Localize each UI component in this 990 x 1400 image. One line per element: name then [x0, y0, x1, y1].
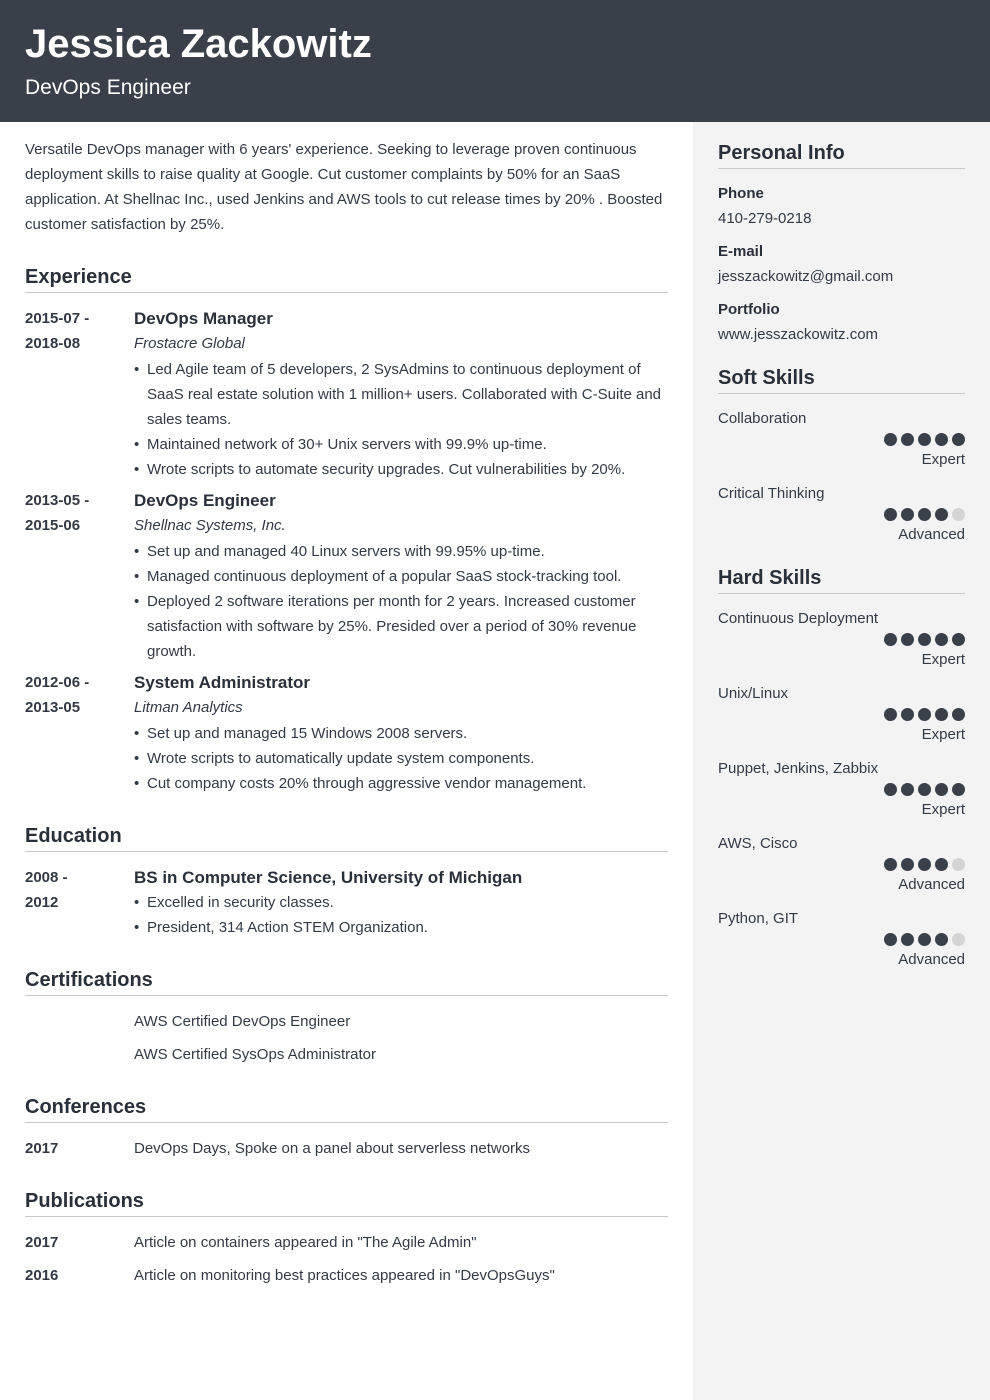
skill-rating — [718, 858, 965, 872]
skill-item — [718, 406, 965, 472]
certification-item: AWS Certified DevOps Engineer — [134, 1013, 351, 1030]
skill-rating — [718, 508, 965, 522]
personal-info-heading: Personal Info — [718, 142, 965, 169]
rating-dot-filled — [901, 858, 914, 871]
bullet-item: • Deployed 2 software iterations per month for 2 years. Increased customer satisfaction with software by 25%. Presided over a period of 30% revenue growth. — [134, 589, 668, 664]
rating-dot-filled — [918, 708, 931, 721]
job-title: DevOps Manager — [134, 309, 273, 328]
skill-name: Continuous Deployment — [718, 610, 879, 627]
skill-rating — [718, 633, 965, 647]
soft-skills-list — [718, 406, 965, 547]
rating-dot-filled — [918, 783, 931, 796]
rating-dot-filled — [901, 783, 914, 796]
skill-name: Python, GIT — [718, 910, 799, 927]
date-start: 2012-06 - — [25, 674, 90, 691]
rating-dot-filled — [884, 708, 897, 721]
conference-text: DevOps Days, Spoke on a panel about serverless networks — [134, 1140, 531, 1157]
portfolio-value: www.jesszackowitz.com — [718, 326, 879, 343]
soft-skills-heading: Soft Skills — [718, 367, 965, 394]
conferences-heading: Conferences — [25, 1096, 668, 1123]
skill-level: Expert — [921, 451, 965, 468]
bullet-list — [134, 721, 668, 796]
entry-date — [25, 670, 134, 796]
main-column — [0, 122, 693, 1400]
date-end: 2013-05 — [25, 699, 81, 716]
rating-dot-filled — [901, 933, 914, 946]
entry-content — [134, 670, 668, 796]
soft-skills-section — [718, 367, 965, 547]
company-name: Shellnac Systems, Inc. — [134, 517, 286, 534]
email-label: E-mail — [718, 243, 764, 260]
rating-dot-filled — [918, 508, 931, 521]
conference-item — [25, 1136, 668, 1161]
skill-name: Puppet, Jenkins, Zabbix — [718, 760, 879, 777]
rating-dot-filled — [901, 708, 914, 721]
bullet-list — [134, 357, 668, 482]
candidate-title: DevOps Engineer — [25, 76, 191, 99]
experience-entry — [25, 670, 668, 796]
rating-dot-filled — [935, 633, 948, 646]
bullet-item: • Excelled in security classes. — [134, 890, 668, 915]
skill-item — [718, 606, 965, 672]
rating-dot-filled — [935, 933, 948, 946]
skill-rating — [718, 783, 965, 797]
skill-item — [718, 681, 965, 747]
publications-section — [25, 1230, 668, 1288]
rating-dot-filled — [884, 933, 897, 946]
rating-dot-filled — [935, 858, 948, 871]
bullet-item: • Managed continuous deployment of a popular SaaS stock-tracking tool. — [134, 564, 668, 589]
company-name: Litman Analytics — [134, 699, 243, 716]
rating-dot-filled — [918, 433, 931, 446]
bullet-list — [134, 539, 668, 664]
rating-dot-filled — [935, 783, 948, 796]
rating-dot-filled — [901, 633, 914, 646]
resume-header — [0, 0, 990, 122]
job-title: System Administrator — [134, 673, 311, 692]
skill-item — [718, 756, 965, 822]
entry-content — [134, 306, 668, 482]
conference-year: 2017 — [25, 1140, 59, 1157]
email-value: jesszackowitz@gmail.com — [718, 268, 894, 285]
job-title: DevOps Engineer — [134, 491, 276, 510]
phone-value: 410-279-0218 — [718, 210, 812, 227]
bullet-item: • President, 314 Action STEM Organization. — [134, 915, 668, 940]
rating-dot-filled — [952, 633, 965, 646]
education-heading: Education — [25, 825, 668, 852]
certifications-heading: Certifications — [25, 969, 668, 996]
skill-name: Collaboration — [718, 410, 807, 427]
experience-entry — [25, 488, 668, 664]
entry-date — [25, 488, 134, 664]
skill-rating — [718, 433, 965, 447]
skill-item — [718, 831, 965, 897]
skill-level: Expert — [921, 801, 965, 818]
candidate-name: Jessica Zackowitz — [25, 22, 372, 66]
date-start: 2015-07 - — [25, 310, 90, 327]
portfolio-label: Portfolio — [718, 301, 780, 318]
education-entry — [25, 865, 668, 940]
date-start: 2013-05 - — [25, 492, 90, 509]
rating-dot-filled — [884, 633, 897, 646]
company-name: Frostacre Global — [134, 335, 245, 352]
publication-text: Article on monitoring best practices appeared in "DevOpsGuys" — [134, 1267, 555, 1284]
skill-level: Expert — [921, 651, 965, 668]
rating-dot-empty — [952, 933, 965, 946]
skill-level: Expert — [921, 726, 965, 743]
bullet-item: • Maintained network of 30+ Unix servers with 99.9% up-time. — [134, 432, 668, 457]
bullet-item: • Cut company costs 20% through aggressive vendor management. — [134, 771, 668, 796]
rating-dot-filled — [935, 433, 948, 446]
publication-item — [25, 1263, 668, 1288]
skill-level: Advanced — [898, 876, 965, 893]
summary: Versatile DevOps manager with 6 years' experience. Seeking to leverage proven continuous deployment skills to raise quality at Google. Cut customer complaints by 50% for an SaaS application. At Shellnac Inc., used Jenkins and AWS tools to cut release times by 20% . Boosted customer satisfaction by 25%. — [25, 141, 663, 233]
rating-dot-empty — [952, 508, 965, 521]
date-end: 2018-08 — [25, 335, 81, 352]
rating-dot-filled — [918, 858, 931, 871]
bullet-item: • Set up and managed 40 Linux servers with 99.95% up-time. — [134, 539, 668, 564]
education-section — [25, 865, 668, 940]
skill-level: Advanced — [898, 951, 965, 968]
rating-dot-filled — [935, 708, 948, 721]
rating-dot-filled — [952, 708, 965, 721]
skill-name: AWS, Cisco — [718, 835, 798, 852]
skill-rating — [718, 708, 965, 722]
hard-skills-list — [718, 606, 965, 972]
sidebar — [693, 122, 990, 1400]
skill-rating — [718, 933, 965, 947]
hard-skills-section — [718, 567, 965, 972]
rating-dot-filled — [884, 858, 897, 871]
publication-year: 2017 — [25, 1234, 59, 1251]
skill-item — [718, 906, 965, 972]
publication-text: Article on containers appeared in "The Agile Admin" — [134, 1234, 477, 1251]
experience-heading: Experience — [25, 266, 668, 293]
rating-dot-filled — [884, 433, 897, 446]
rating-dot-filled — [884, 783, 897, 796]
rating-dot-filled — [918, 933, 931, 946]
skill-name: Critical Thinking — [718, 485, 825, 502]
hard-skills-heading: Hard Skills — [718, 567, 965, 594]
publication-item — [25, 1230, 668, 1255]
rating-dot-empty — [952, 858, 965, 871]
rating-dot-filled — [935, 508, 948, 521]
entry-date — [25, 306, 134, 482]
rating-dot-filled — [952, 783, 965, 796]
phone-label: Phone — [718, 185, 764, 202]
date-start: 2008 - — [25, 869, 68, 886]
entry-content — [134, 488, 668, 664]
entry-content — [134, 865, 668, 940]
personal-info-section — [718, 142, 965, 347]
bullet-item: • Wrote scripts to automatically update system components. — [134, 746, 668, 771]
conferences-section — [25, 1136, 668, 1161]
bullet-item: • Set up and managed 15 Windows 2008 servers. — [134, 721, 668, 746]
certification-item: AWS Certified SysOps Administrator — [134, 1046, 377, 1063]
publication-year: 2016 — [25, 1267, 59, 1284]
certifications-section — [25, 1009, 668, 1067]
rating-dot-filled — [901, 433, 914, 446]
bullet-item: • Wrote scripts to automate security upgrades. Cut vulnerabilities by 20%. — [134, 457, 668, 482]
rating-dot-filled — [918, 633, 931, 646]
degree-title: BS in Computer Science, University of Michigan — [134, 868, 523, 887]
rating-dot-filled — [901, 508, 914, 521]
skill-level: Advanced — [898, 526, 965, 543]
experience-section — [25, 306, 668, 796]
skill-item — [718, 481, 965, 547]
publications-heading: Publications — [25, 1190, 668, 1217]
skill-name: Unix/Linux — [718, 685, 789, 702]
date-end: 2015-06 — [25, 517, 81, 534]
entry-date — [25, 865, 134, 940]
bullet-item: • Led Agile team of 5 developers, 2 SysAdmins to continuous deployment of SaaS real estate solution with 1 million+ users. Collaborated with C-Suite and sales teams. — [134, 357, 668, 432]
rating-dot-filled — [884, 508, 897, 521]
date-end: 2012 — [25, 894, 59, 911]
rating-dot-filled — [952, 433, 965, 446]
bullet-list — [134, 890, 668, 940]
experience-entry — [25, 306, 668, 482]
